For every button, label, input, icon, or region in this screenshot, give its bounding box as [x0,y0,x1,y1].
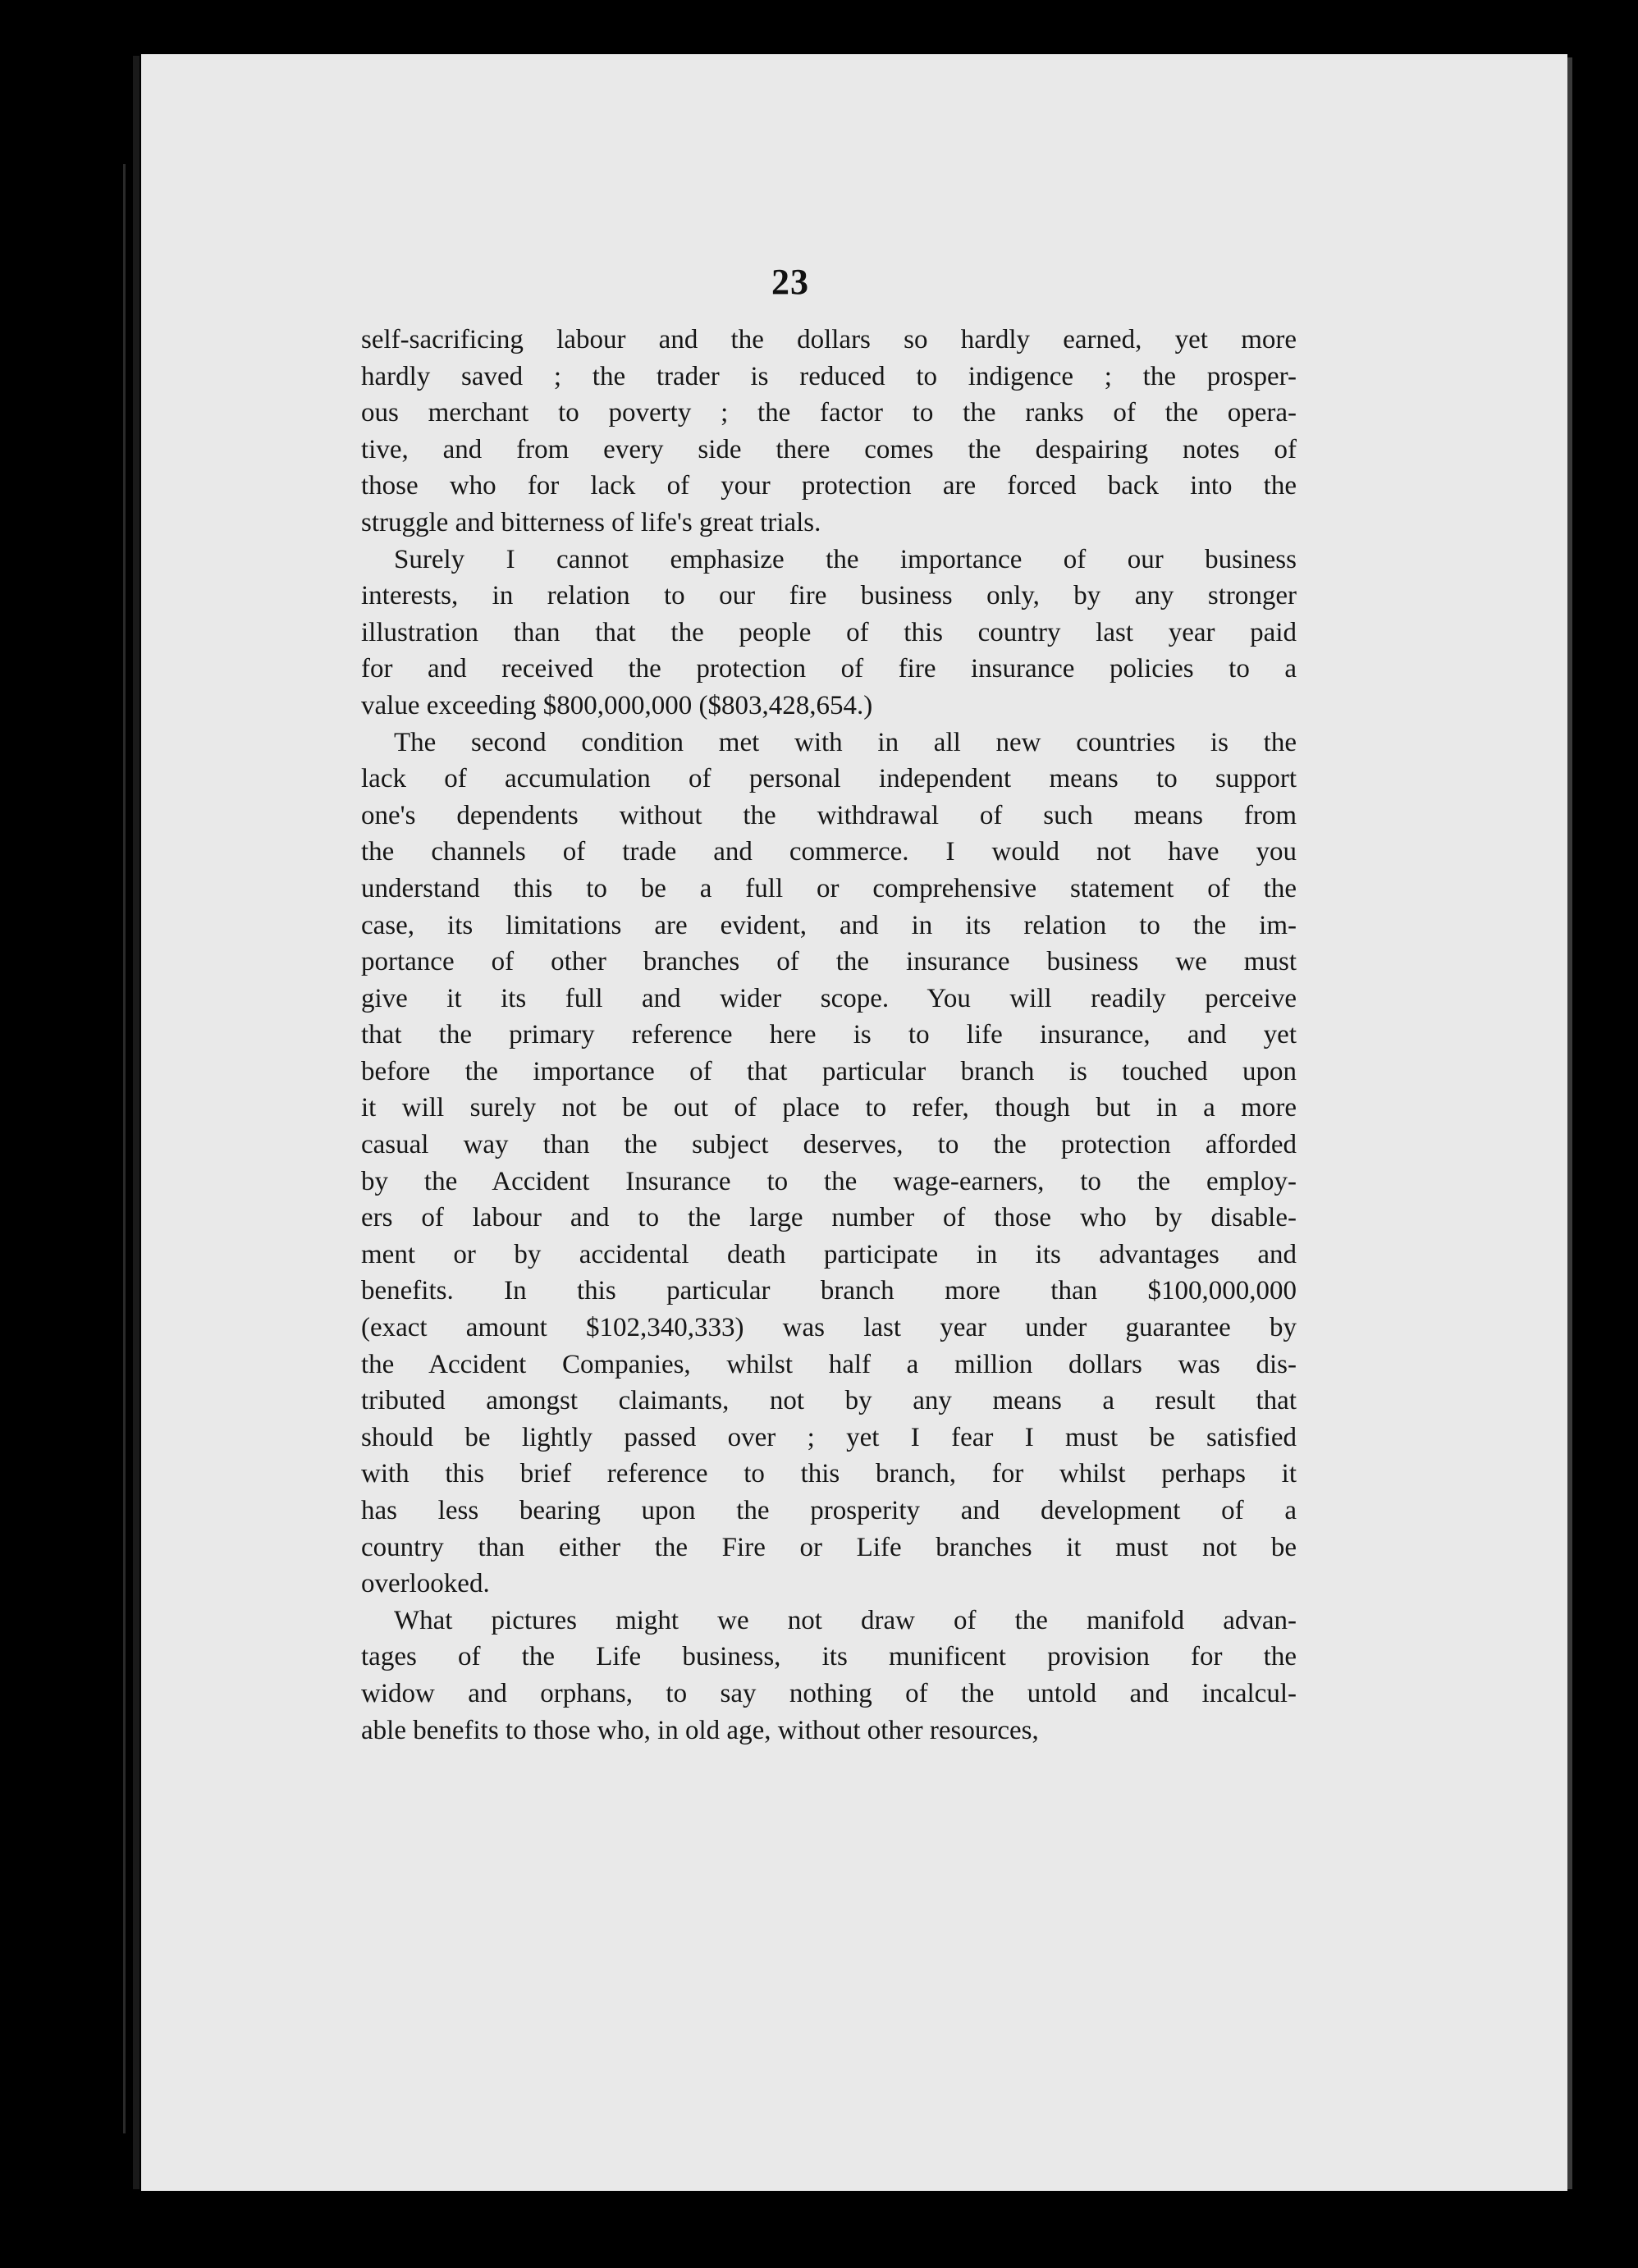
text-line: lack of accumulation of personal independent means to support [361,764,1297,794]
text-line: tive, and from every side there comes the despairing notes of [361,434,1297,464]
text-line: What pictures might we not draw of the manifold advan- [394,1605,1297,1635]
text-line: it will surely not be out of place to refer, though but in a more [361,1093,1297,1123]
text-line: understand this to be a full or comprehensive statement of the [361,873,1297,903]
text-line: self-sacrificing labour and the dollars so hardly earned, yet more [361,325,1297,354]
text-line: by the Accident Insurance to the wage-earners, to the employ- [361,1166,1297,1196]
text-line: illustration than that the people of this country last year paid [361,617,1297,647]
text-line: ers of labour and to the large number of those who by disable- [361,1203,1297,1233]
text-line: tages of the Life business, its munificent provision for the [361,1642,1297,1672]
text-line: that the primary reference here is to life insurance, and yet [361,1020,1297,1050]
text-line: before the importance of that particular branch is touched upon [361,1056,1297,1086]
text-line: able benefits to those who, in old age, without other resources, [361,1715,1039,1745]
text-line: (exact amount $102,340,333) was last year under guarantee by [361,1313,1297,1343]
text-line: those who for lack of your protection are forced back into the [361,471,1297,501]
page-number: 23 [771,262,809,302]
text-line: value exceeding $800,000,000 ($803,428,654.) [361,690,873,720]
text-line: The second condition met with in all new countries is the [394,727,1297,757]
page-edge-left [123,164,126,2133]
paragraph [361,1603,1297,1749]
text-line: country than either the Fire or Life branches it must not be [361,1532,1297,1562]
text-line: widow and orphans, to say nothing of the untold and incalcul- [361,1678,1297,1708]
page-edge-right [1567,57,1572,2189]
text-line: the channels of trade and commerce. I would not have you [361,837,1297,867]
text-line: ous merchant to poverty ; the factor to the ranks of the opera- [361,398,1297,428]
paragraph [361,725,1297,1603]
text-line: Surely I cannot emphasize the importance of our business [394,544,1297,574]
text-line: struggle and bitterness of life's great trials. [361,507,821,537]
text-line: for and received the protection of fire insurance policies to a [361,654,1297,684]
text-line: with this brief reference to this branch, for whilst perhaps it [361,1459,1297,1489]
text-line: hardly saved ; the trader is reduced to indigence ; the prosper- [361,361,1297,391]
body-text [361,322,1297,1749]
binding-line [133,56,140,2189]
text-line: should be lightly passed over ; yet I fear I must be satisfied [361,1422,1297,1452]
text-line: casual way than the subject deserves, to the protection afforded [361,1130,1297,1160]
text-line: interests, in relation to our fire business only, by any stronger [361,581,1297,611]
text-line: has less bearing upon the prosperity and development of a [361,1496,1297,1525]
paragraph [361,542,1297,725]
text-line: tributed amongst claimants, not by any means a result that [361,1386,1297,1416]
paragraph [361,322,1297,542]
text-line: portance of other branches of the insurance business we must [361,947,1297,977]
text-line: one's dependents without the withdrawal of such means from [361,800,1297,830]
text-line: ment or by accidental death participate in its advantages and [361,1239,1297,1269]
text-line: give it its full and wider scope. You will readily perceive [361,983,1297,1013]
text-line: the Accident Companies, whilst half a million dollars was dis- [361,1349,1297,1379]
text-line: case, its limitations are evident, and in its relation to the im- [361,910,1297,940]
text-line: benefits. In this particular branch more than $100,000,000 [361,1276,1297,1306]
text-line: overlooked. [361,1569,490,1599]
